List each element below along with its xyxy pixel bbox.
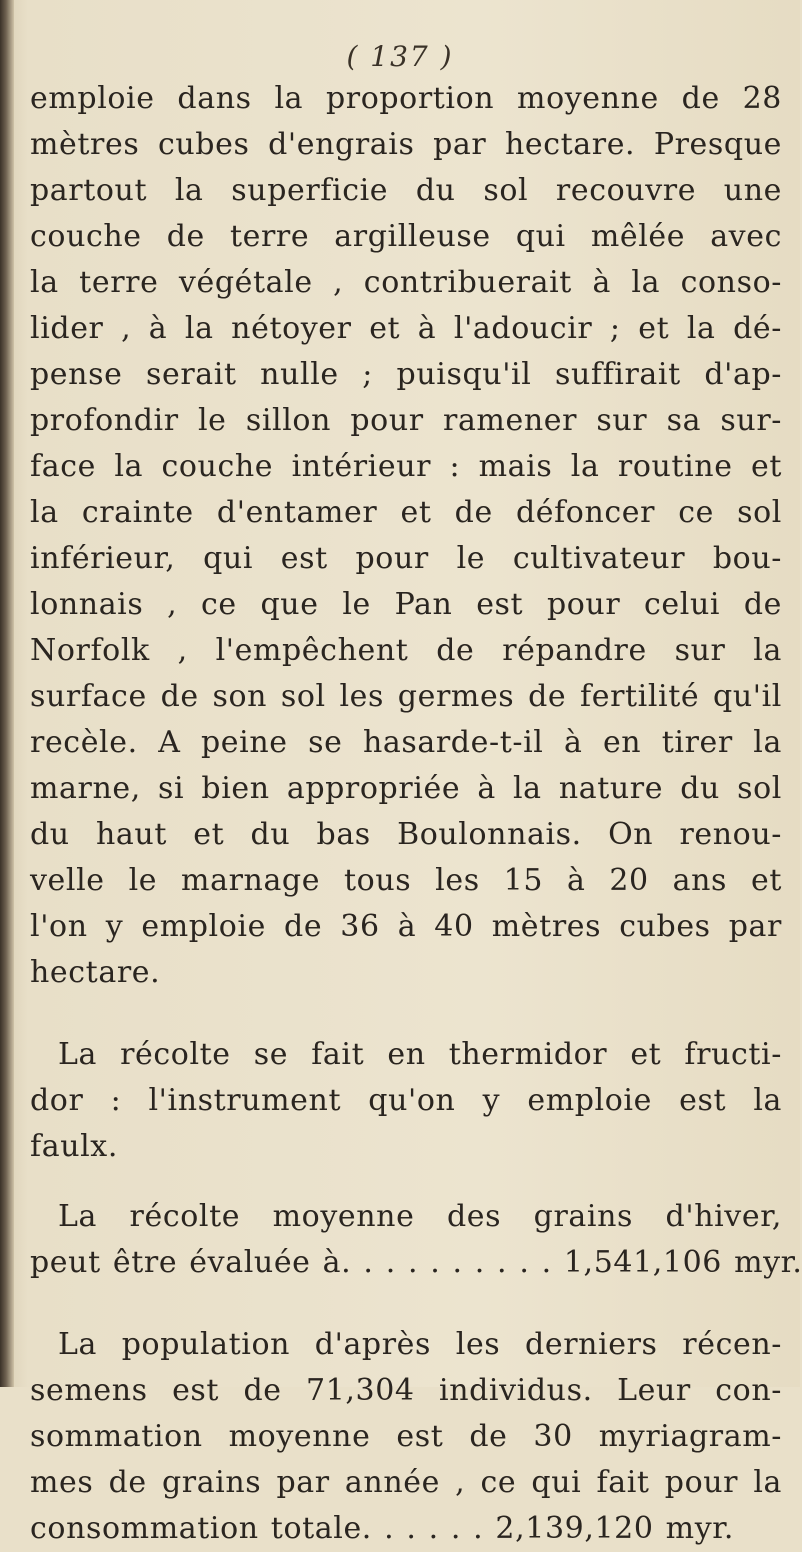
text-line: velle le marnage tous les 15 à 20 ans et (30, 863, 782, 898)
text-line: sommation moyenne est de 30 myriagram- (30, 1419, 782, 1454)
paragraph-harvest-season (30, 1032, 782, 1170)
text-line: la crainte d'entamer et de défoncer ce sol (30, 495, 782, 530)
page-number: ( 137 ) (346, 40, 454, 73)
text-line: marne, si bien appropriée à la nature du sol (30, 771, 782, 806)
text-line: mètres cubes d'engrais par hectare. Presque (30, 127, 782, 162)
paragraph-manure-and-marling (30, 76, 782, 996)
text-line: La population d'après les derniers récen- (58, 1327, 782, 1362)
text-line: Norfolk , l'empêchent de répandre sur la (30, 633, 782, 668)
text-line: semens est de 71,304 individus. Leur con- (30, 1373, 782, 1408)
text-line: consommation totale. . . . . . 2,139,120 myr. (30, 1511, 735, 1546)
text-line: hectare. (30, 955, 161, 990)
text-line: couche de terre argilleuse qui mêlée avec (30, 219, 782, 254)
text-line: emploie dans la proportion moyenne de 28 (30, 81, 782, 116)
text-line: du haut et du bas Boulonnais. On renou- (30, 817, 782, 852)
text-line: pense serait nulle ; puisqu'il suffirait d'ap- (30, 357, 782, 392)
paragraph-population-consumption (30, 1322, 782, 1552)
text-line: lonnais , ce que le Pan est pour celui de (30, 587, 782, 622)
text-line: dor : l'instrument qu'on y emploie est la (30, 1083, 782, 1118)
text-line: La récolte moyenne des grains d'hiver, (58, 1199, 782, 1234)
paragraph-gap (30, 1286, 782, 1322)
book-spine-shadow (0, 0, 14, 1387)
text-line: mes de grains par année , ce qui fait pour la (30, 1465, 782, 1500)
paragraph-gap (30, 996, 782, 1032)
paragraph-gap (30, 1170, 782, 1194)
text-line: recèle. A peine se hasarde-t-il à en tirer la (30, 725, 782, 760)
text-line: peut être évaluée à. . . . . . . . . . 1,541,106 myr. (30, 1245, 802, 1280)
text-line: la terre végétale , contribuerait à la conso- (30, 265, 782, 300)
text-line: profondir le sillon pour ramener sur sa sur- (30, 403, 782, 438)
text-line: partout la superficie du sol recouvre une (30, 173, 782, 208)
text-line: l'on y emploie de 36 à 40 mètres cubes par (30, 909, 782, 944)
text-line: La récolte se fait en thermidor et fructi- (58, 1037, 782, 1072)
text-line: lider , à la nétoyer et à l'adoucir ; et la dé- (30, 311, 782, 346)
text-line: face la couche intérieur : mais la routine et (30, 449, 782, 484)
paragraph-winter-grain-yield (30, 1194, 802, 1286)
text-line: inférieur, qui est pour le cultivateur bou- (30, 541, 782, 576)
text-line: surface de son sol les germes de fertilité qu'il (30, 679, 782, 714)
page-text (30, 76, 802, 1552)
text-line: faulx. (30, 1129, 118, 1164)
